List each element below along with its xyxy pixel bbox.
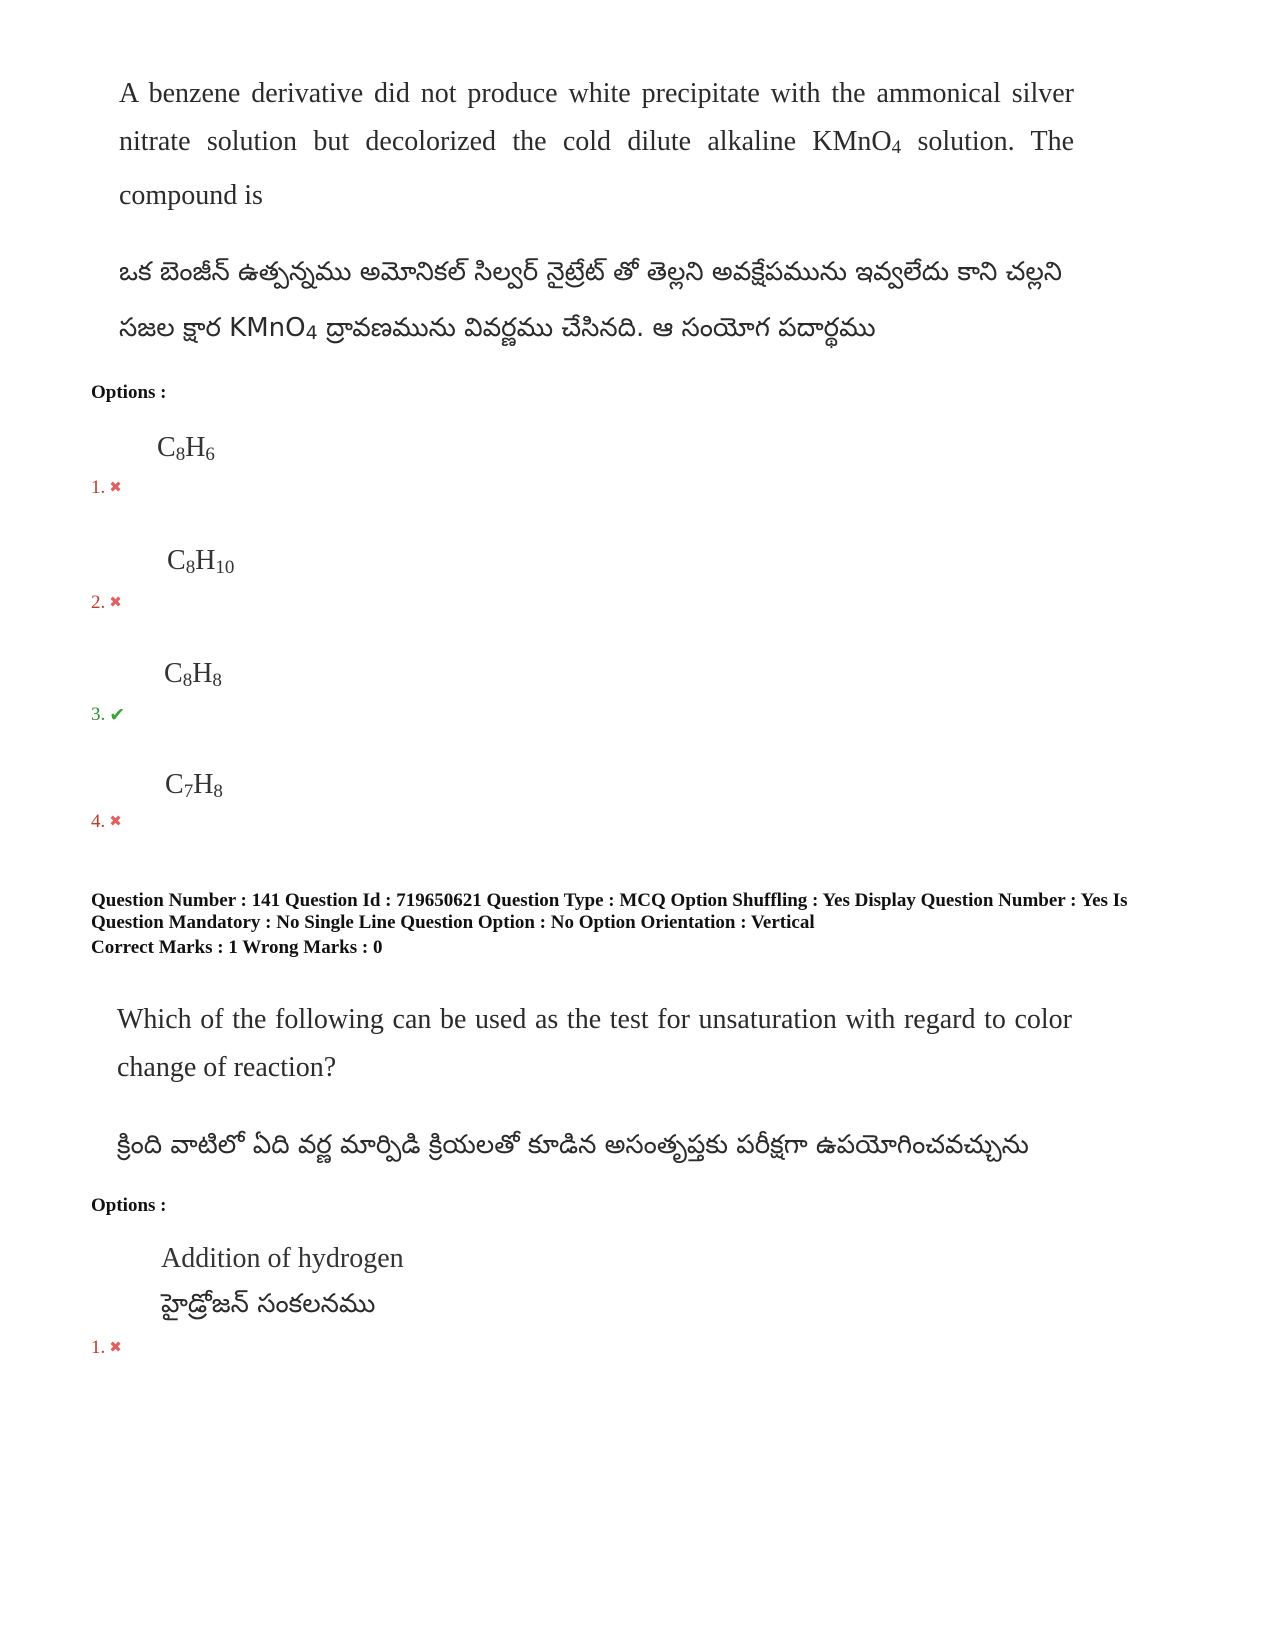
- q140-telugu-part-1: ఒక బెంజీన్ ఉత్పన్నము అమోనికల్ సిల్వర్ నైట్రేట్ తో తెల్లని అవక్షేపమును ఇవ్వలేదు కాని చల్లని సజల క్షార KMnO: [119, 257, 1063, 343]
- wrong-cross-icon: ✖: [109, 1339, 122, 1356]
- q140-english-part-1: A benzene derivative did not produce white precipitate with the ammonical silver nitrate solution but decolorized the cold dilute alkaline KMnO: [119, 78, 1074, 157]
- q141-option-1-english: Addition of hydrogen: [161, 1243, 404, 1274]
- question-141-meta: [91, 890, 1151, 959]
- q140-english-part-2: solution. The compound is: [119, 126, 1074, 211]
- option-number: 3.: [91, 704, 106, 725]
- q140-english-sub: 4: [891, 137, 902, 158]
- q141-option-1-marker[interactable]: [91, 1337, 122, 1359]
- options-label: Options :: [91, 382, 167, 403]
- meta-line-1: Question Number : 141 Question Id : 719650621 Question Type : MCQ Option Shuffling : Yes Display Question Number : Yes Is: [91, 890, 1128, 911]
- correct-check-icon: ✔: [109, 704, 126, 726]
- q141-option-1-telugu: హైడ్రోజన్ సంకలనము: [161, 1289, 376, 1319]
- q140-telugu-part-2: ద్రావణమును వివర్ణము చేసినది. ఆ సంయోగ పదార్థము: [317, 313, 876, 343]
- option-number: 1.: [91, 477, 106, 498]
- option-number: 2.: [91, 592, 106, 613]
- wrong-cross-icon: ✖: [109, 594, 122, 611]
- options-label-141: Options :: [91, 1195, 167, 1216]
- option-2-formula: $C_8H_{10}$: [167, 545, 235, 578]
- question-141-english: Which of the following can be used as the test for unsaturation with regard to color change of reaction?: [117, 1004, 1072, 1083]
- option-3-formula: $C_8H_8$: [164, 658, 222, 691]
- meta-line-2: Question Mandatory : No Single Line Question Option : No Option Orientation : Vertical: [91, 912, 815, 933]
- q141-option-1-content: [161, 1240, 404, 1328]
- option-number: 1.: [91, 1337, 106, 1358]
- question-140-english: [119, 70, 1074, 220]
- wrong-cross-icon: ✖: [109, 479, 122, 496]
- option-4-formula: $C_7H_8$: [165, 769, 223, 802]
- option-number: 4.: [91, 811, 106, 832]
- option-1-marker[interactable]: [91, 477, 122, 499]
- option-2-marker[interactable]: [91, 592, 122, 614]
- option-3-marker[interactable]: [91, 704, 125, 726]
- option-4-marker[interactable]: [91, 811, 122, 833]
- question-141-telugu: క్రింది వాటిలో ఏది వర్ణ మార్పిడి క్రియలతో కూడిన అసంతృప్తకు పరీక్షగా ఉపయోగించవచ్చును: [117, 1130, 1029, 1160]
- wrong-cross-icon: ✖: [109, 813, 122, 830]
- question-140-telugu: [119, 244, 1079, 361]
- option-1-formula: $C_8H_6$: [157, 432, 215, 465]
- q140-telugu-sub: 4: [305, 322, 318, 344]
- marks-line: Correct Marks : 1 Wrong Marks : 0: [91, 937, 383, 958]
